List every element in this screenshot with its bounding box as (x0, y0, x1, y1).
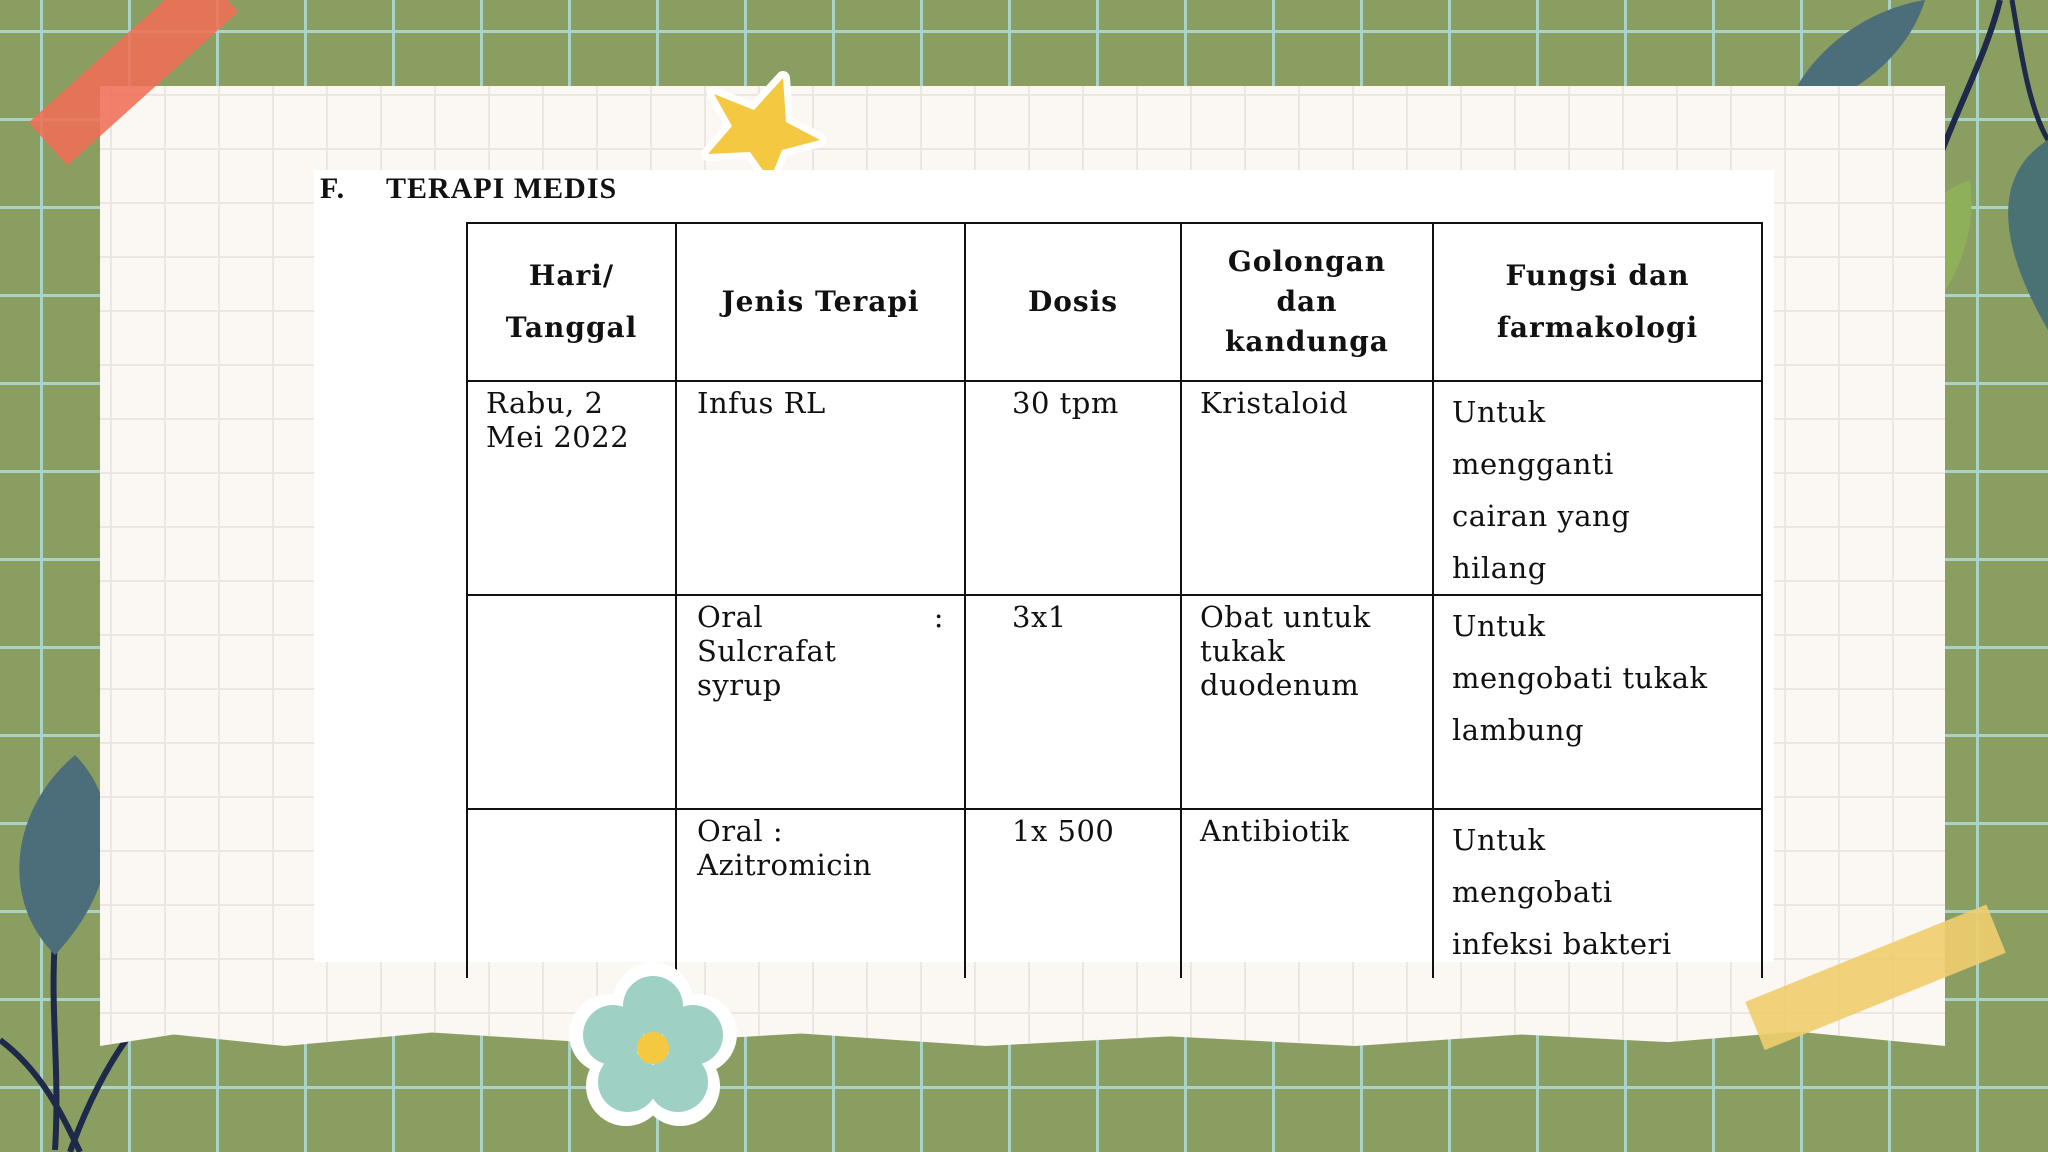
cell-text: Rabu, 2 (486, 386, 604, 420)
table-row (467, 595, 1762, 809)
header-text: Tanggal (505, 311, 638, 344)
header-text: kandunga (1225, 325, 1389, 358)
section-number: F. (320, 172, 346, 205)
table-row (467, 809, 1762, 978)
header-text: Hari/ (528, 259, 615, 292)
cell-function (1433, 595, 1762, 809)
star-sticker-icon (688, 70, 828, 180)
header-text: Golongan (1227, 245, 1387, 278)
cell-class (1181, 595, 1433, 809)
cell-function (1433, 381, 1762, 595)
flower-sticker-icon (555, 960, 745, 1130)
section-title: TERAPI MEDIS (386, 172, 618, 205)
table-header-row (467, 223, 1762, 381)
cell-text: 30 tpm (1012, 386, 1119, 420)
header-therapy (676, 223, 965, 381)
cell-dose (965, 381, 1181, 595)
cell-text: Kristaloid (1200, 386, 1349, 420)
cell-text: Untuk (1452, 609, 1546, 643)
cell-text: mengganti (1452, 447, 1614, 481)
header-class (1181, 223, 1433, 381)
cell-text: mengobati tukak (1452, 661, 1708, 695)
header-text: Fungsi dan (1505, 259, 1690, 292)
header-date (467, 223, 676, 381)
cell-date (467, 595, 676, 809)
cell-text: Mei 2022 (486, 420, 630, 454)
cell-text: 3x1 (1012, 600, 1067, 634)
header-text: Jenis Terapi (721, 285, 920, 318)
cell-text: mengobati (1452, 875, 1613, 909)
header-text: Dosis (1027, 285, 1119, 318)
cell-text: syrup (697, 668, 782, 702)
therapy-table (466, 222, 1763, 978)
cell-text: Untuk (1452, 395, 1546, 429)
cell-therapy (676, 595, 965, 809)
cell-function (1433, 809, 1762, 978)
section-heading (320, 172, 617, 206)
cell-dose (965, 595, 1181, 809)
cell-text: lambung (1452, 713, 1585, 747)
cell-text: cairan yang (1452, 499, 1631, 533)
cell-text: Infus RL (697, 386, 826, 420)
header-dose (965, 223, 1181, 381)
header-text: farmakologi (1496, 311, 1699, 344)
cell-text: hilang (1452, 551, 1547, 585)
cell-text: Oral : (697, 814, 784, 848)
cell-therapy (676, 381, 965, 595)
cell-date (467, 809, 676, 978)
cell-text: Antibiotik (1200, 814, 1350, 848)
cell-text: 1x 500 (1012, 814, 1115, 848)
document-snippet (314, 170, 1774, 962)
cell-dose (965, 809, 1181, 978)
cell-text: Sulcrafat (697, 634, 837, 668)
cell-therapy (676, 809, 965, 978)
cell-text: Untuk (1452, 823, 1546, 857)
cell-text: duodenum (1200, 668, 1360, 702)
header-text: dan (1276, 285, 1338, 318)
cell-date (467, 381, 676, 595)
cell-class (1181, 809, 1433, 978)
header-function (1433, 223, 1762, 381)
cell-text: Obat untuk (1200, 600, 1371, 634)
cell-text: Oral (697, 600, 764, 634)
cell-text: tukak (1200, 634, 1286, 668)
cell-text: : (933, 600, 944, 634)
cell-text: Azitromicin (697, 848, 872, 882)
table-row (467, 381, 1762, 595)
cell-class (1181, 381, 1433, 595)
cell-text-line (697, 600, 944, 634)
cell-text: infeksi bakteri (1452, 927, 1672, 961)
